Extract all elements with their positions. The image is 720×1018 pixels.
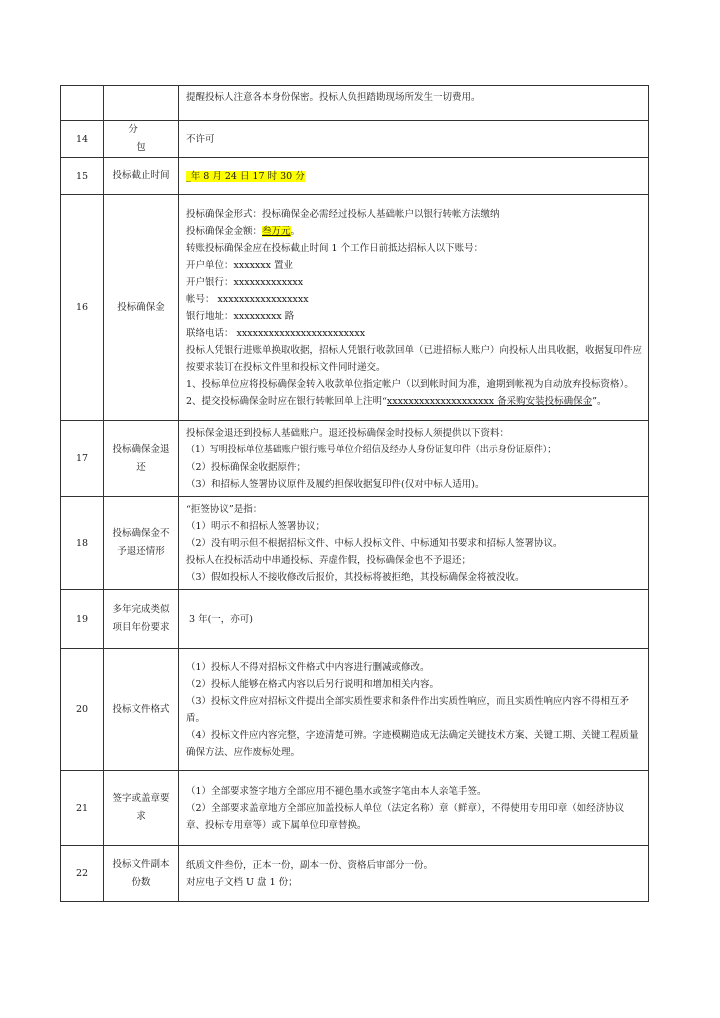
row-item: 投标文件副本份数 bbox=[104, 846, 179, 902]
refund-item-3: （3）和招标人签署协议原件及履约担保收据复印件(仅对中标人适用)。 bbox=[186, 478, 485, 490]
table-row bbox=[61, 649, 649, 771]
collusion-note: 投标人在投标活动中串通投标、弄虚作假，投标确保金也不予退还； bbox=[186, 554, 472, 566]
row-item bbox=[104, 121, 179, 158]
row-content bbox=[179, 195, 649, 421]
refund-intro: 投标保金退还到投标人基础账户。退还投标确保金时投标人须提供以下资料： bbox=[186, 427, 510, 439]
deposit-amount-label: 投标确保金金额： bbox=[186, 225, 263, 237]
deposit-rule-2-remark: xxxxxxxxxxxxxxxxxxxx 备采购安装投标确保金 bbox=[386, 395, 593, 407]
row-content bbox=[179, 497, 649, 590]
row-item: 投标确保金 bbox=[104, 195, 179, 421]
deadline-highlight: _年 8 月 24 日 17 时 30 分 bbox=[186, 170, 305, 182]
experience-years: 3 年(一，亦可) bbox=[189, 613, 253, 625]
copies-paper: 纸质文件叁份，正本一份，副本一份、资格后审部分一份。 bbox=[186, 859, 434, 871]
row-number: 20 bbox=[61, 649, 104, 771]
deposit-amount-value: 叁万元 bbox=[262, 225, 291, 237]
row-number: 19 bbox=[61, 590, 104, 649]
refund-item-1: （1）写明投标单位基础账户银行账号单位介绍信及经办人身份证复印件（出示身份证原件）； bbox=[186, 444, 557, 455]
row-content bbox=[179, 86, 649, 121]
deposit-amount-end: 。 bbox=[290, 225, 301, 237]
deposit-transfer-note: 转账投标确保金应在投标截止时间 1 个工作日前抵达招标人以下账号： bbox=[186, 242, 484, 254]
row-number: 15 bbox=[61, 158, 104, 195]
row-item: 投标文件格式 bbox=[104, 649, 179, 771]
row-content bbox=[179, 846, 649, 902]
row-content bbox=[179, 421, 649, 497]
subcontract-value: 不许可 bbox=[186, 133, 215, 145]
table-row bbox=[61, 158, 649, 195]
refusal-item-1: （1）明示不和招标人签署协议； bbox=[186, 520, 326, 532]
contact-phone: 联络电话： xxxxxxxxxxxxxxxxxxxxxxxx bbox=[186, 327, 366, 339]
deposit-amount bbox=[186, 223, 642, 240]
table-row bbox=[61, 86, 649, 121]
format-rule-1: （1）投标人不得对招标文件格式中内容进行删减或修改。 bbox=[186, 661, 430, 673]
row-item bbox=[104, 86, 179, 121]
table-row bbox=[61, 590, 649, 649]
row-item: 投标确保金退还 bbox=[104, 421, 179, 497]
row-content bbox=[179, 649, 649, 771]
deposit-rule-2-prefix: 2、提交投标确保金时应在银行转帐回单上注明“ bbox=[186, 395, 387, 407]
signature-rule-1: （1）全部要求签字地方全部应用不褪色墨水或签字笔由本人亲笔手签。 bbox=[186, 785, 487, 797]
receipt-note: 投标人凭银行进账单换取收据，招标人凭银行收款回单（已进招标人账户）向投标人出具收据，收据复印件应按要求装订在投标文件里和投标文件同时递交。 bbox=[186, 344, 643, 373]
row-item: 签字或盖章要求 bbox=[104, 771, 179, 846]
row-content bbox=[179, 158, 649, 195]
account-number: 帐号： xxxxxxxxxxxxxxxxx bbox=[186, 293, 309, 305]
refusal-item-2: （2）没有明示但不根据招标文件、中标人投标文件、中标通知书要求和招标人签署协议。 bbox=[186, 537, 563, 549]
row-item: 投标确保金不予退还情形 bbox=[104, 497, 179, 590]
row-number: 22 bbox=[61, 846, 104, 902]
row-number bbox=[61, 86, 104, 121]
row-content bbox=[179, 590, 649, 649]
row-number: 17 bbox=[61, 421, 104, 497]
account-bank: 开户银行：xxxxxxxxxxxxx bbox=[186, 276, 304, 288]
signature-rule-2: （2）全部要求盖章地方全部应加盖投标人单位（法定名称）章（鲜章），不得使用专用印章（如经济协议章、投标专用章等）或下属单位印章替换。 bbox=[186, 802, 625, 831]
format-rule-4: （4）投标文件应内容完整，字迹清楚可辨。字迹模糊造成无法确定关键技术方案、关键工期、关键工程质量确保方法、应作废标处理。 bbox=[186, 729, 639, 758]
visit-note: 提醒投标人注意各本身份保密。投标人负担踏勘现场所发生一切费用。 bbox=[186, 92, 481, 103]
format-rule-3: （3）投标文件应对招标文件提出全部实质性要求和条件作出实质性响应，而且实质性响应内容不得相互矛盾。 bbox=[186, 695, 630, 724]
refusal-item-3: （3）假如投标人不接收修改后报价，其投标将被拒绝，其投标确保金将被没收。 bbox=[186, 571, 525, 583]
subcontract-label: 分 包 bbox=[128, 124, 162, 153]
bank-address: 银行地址：xxxxxxxxx 路 bbox=[186, 310, 295, 322]
row-content bbox=[179, 771, 649, 846]
format-rule-2: （2）投标人能够在格式内容以后另行说明和增加相关内容。 bbox=[186, 678, 440, 690]
row-number: 18 bbox=[61, 497, 104, 590]
deposit-form: 投标确保金形式：投标确保金必需经过投标人基础帐户以银行转帐方法缴纳 bbox=[186, 208, 500, 220]
row-item: 多年完成类似项目年份要求 bbox=[104, 590, 179, 649]
table-row bbox=[61, 121, 649, 158]
deposit-rule-2-suffix: ”。 bbox=[592, 395, 607, 407]
table-row bbox=[61, 421, 649, 497]
deadline-value bbox=[186, 168, 642, 185]
deposit-rule-2 bbox=[186, 393, 642, 410]
copies-electronic: 对应电子文档 U 盘 1 份； bbox=[186, 876, 298, 888]
row-content bbox=[179, 121, 649, 158]
table-row bbox=[61, 771, 649, 846]
row-number: 16 bbox=[61, 195, 104, 421]
row-item: 投标截止时间 bbox=[104, 158, 179, 195]
row-number: 14 bbox=[61, 121, 104, 158]
deposit-rule-1: 1、投标单位应将投标确保金转入收款单位指定帐户（以到帐时间为准，逾期到帐视为自动放弃投标资格）。 bbox=[186, 378, 634, 390]
refusal-definition: “拒签协议”是指： bbox=[186, 503, 263, 515]
account-unit: 开户单位：xxxxxxx 置业 bbox=[186, 259, 294, 271]
table-row bbox=[61, 195, 649, 421]
table-row bbox=[61, 846, 649, 902]
table-row bbox=[61, 497, 649, 590]
refund-item-2: （2）投标确保金收据原件； bbox=[186, 461, 307, 473]
bid-info-table bbox=[60, 85, 649, 902]
row-number: 21 bbox=[61, 771, 104, 846]
